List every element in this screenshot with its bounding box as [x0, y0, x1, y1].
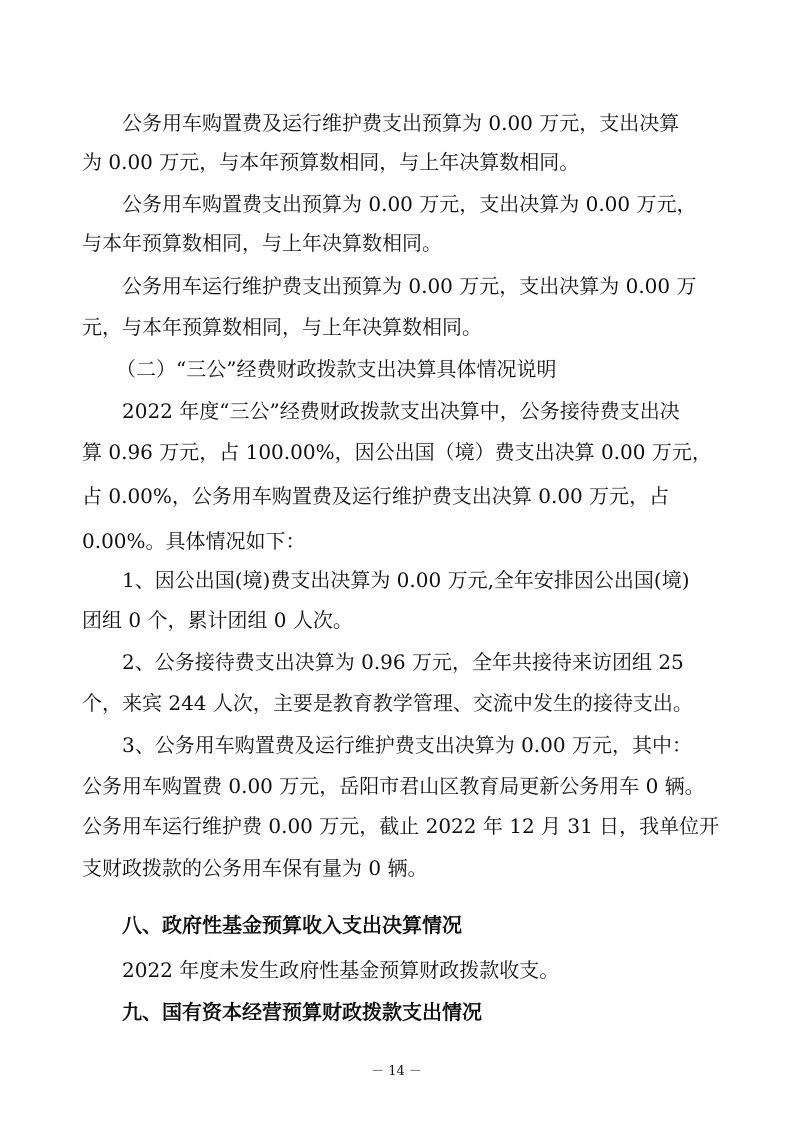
paragraph-line: 算 0.96 万元，占 100.00%，因公出国（境）费支出决算 0.00 万元， — [82, 440, 712, 464]
section-heading-8: 八、政府性基金预算收入支出决算情况 — [122, 913, 462, 937]
paragraph-line: 支财政拨款的公务用车保有量为 0 辆。 — [82, 856, 428, 880]
paragraph-line: 公务用车购置费及运行维护费支出预算为 0.00 万元，支出决算 — [122, 111, 680, 135]
paragraph-line: 公务用车运行维护费 0.00 万元，截止 2022 年 12 月 31 日，我单位开 — [82, 814, 720, 838]
paragraph-line: 公务用车购置费 0.00 万元，岳阳市君山区教育局更新公务用车 0 辆。 — [82, 774, 705, 798]
paragraph-line: 0.00%。具体情况如下： — [82, 529, 306, 553]
paragraph-line: 与本年预算数相同，与上年决算数相同。 — [82, 231, 442, 255]
subsection-heading: （二）“三公”经费财政拨款支出决算具体情况说明 — [116, 357, 557, 381]
paragraph-line: 3、公务用车购置费及运行维护费支出决算为 0.00 万元，其中： — [122, 733, 692, 757]
paragraph-line: 个，来宾 244 人次，主要是教育教学管理、交流中发生的接待支出。 — [82, 691, 693, 715]
paragraph-line: 公务用车运行维护费支出预算为 0.00 万元，支出决算为 0.00 万 — [122, 274, 697, 298]
paragraph-line: 为 0.00 万元，与本年预算数相同，与上年决算数相同。 — [82, 150, 580, 174]
paragraph-line: 元，与本年预算数相同，与上年决算数相同。 — [82, 315, 482, 339]
paragraph-line: 2、公务接待费支出决算为 0.96 万元，全年共接待来访团组 25 — [122, 650, 684, 674]
paragraph-line: 占 0.00%，公务用车购置费及运行维护费支出决算 0.00 万元，占 — [82, 484, 670, 508]
paragraph-line: 2022 年度未发生政府性基金预算财政拨款收支。 — [122, 958, 560, 982]
paragraph-line: 公务用车购置费支出预算为 0.00 万元，支出决算为 0.00 万元， — [122, 192, 697, 216]
paragraph-line: 团组 0 个，累计团组 0 人次。 — [82, 608, 353, 632]
paragraph-line: 1、因公出国(境)费支出决算为 0.00 万元,全年安排因公出国(境) — [122, 568, 690, 592]
section-heading-9: 九、国有资本经营预算财政拨款支出情况 — [122, 1000, 482, 1024]
paragraph-line: 2022 年度“三公”经费财政拨款支出决算中，公务接待费支出决 — [122, 399, 680, 423]
page-number: － 14 － — [371, 1064, 422, 1079]
